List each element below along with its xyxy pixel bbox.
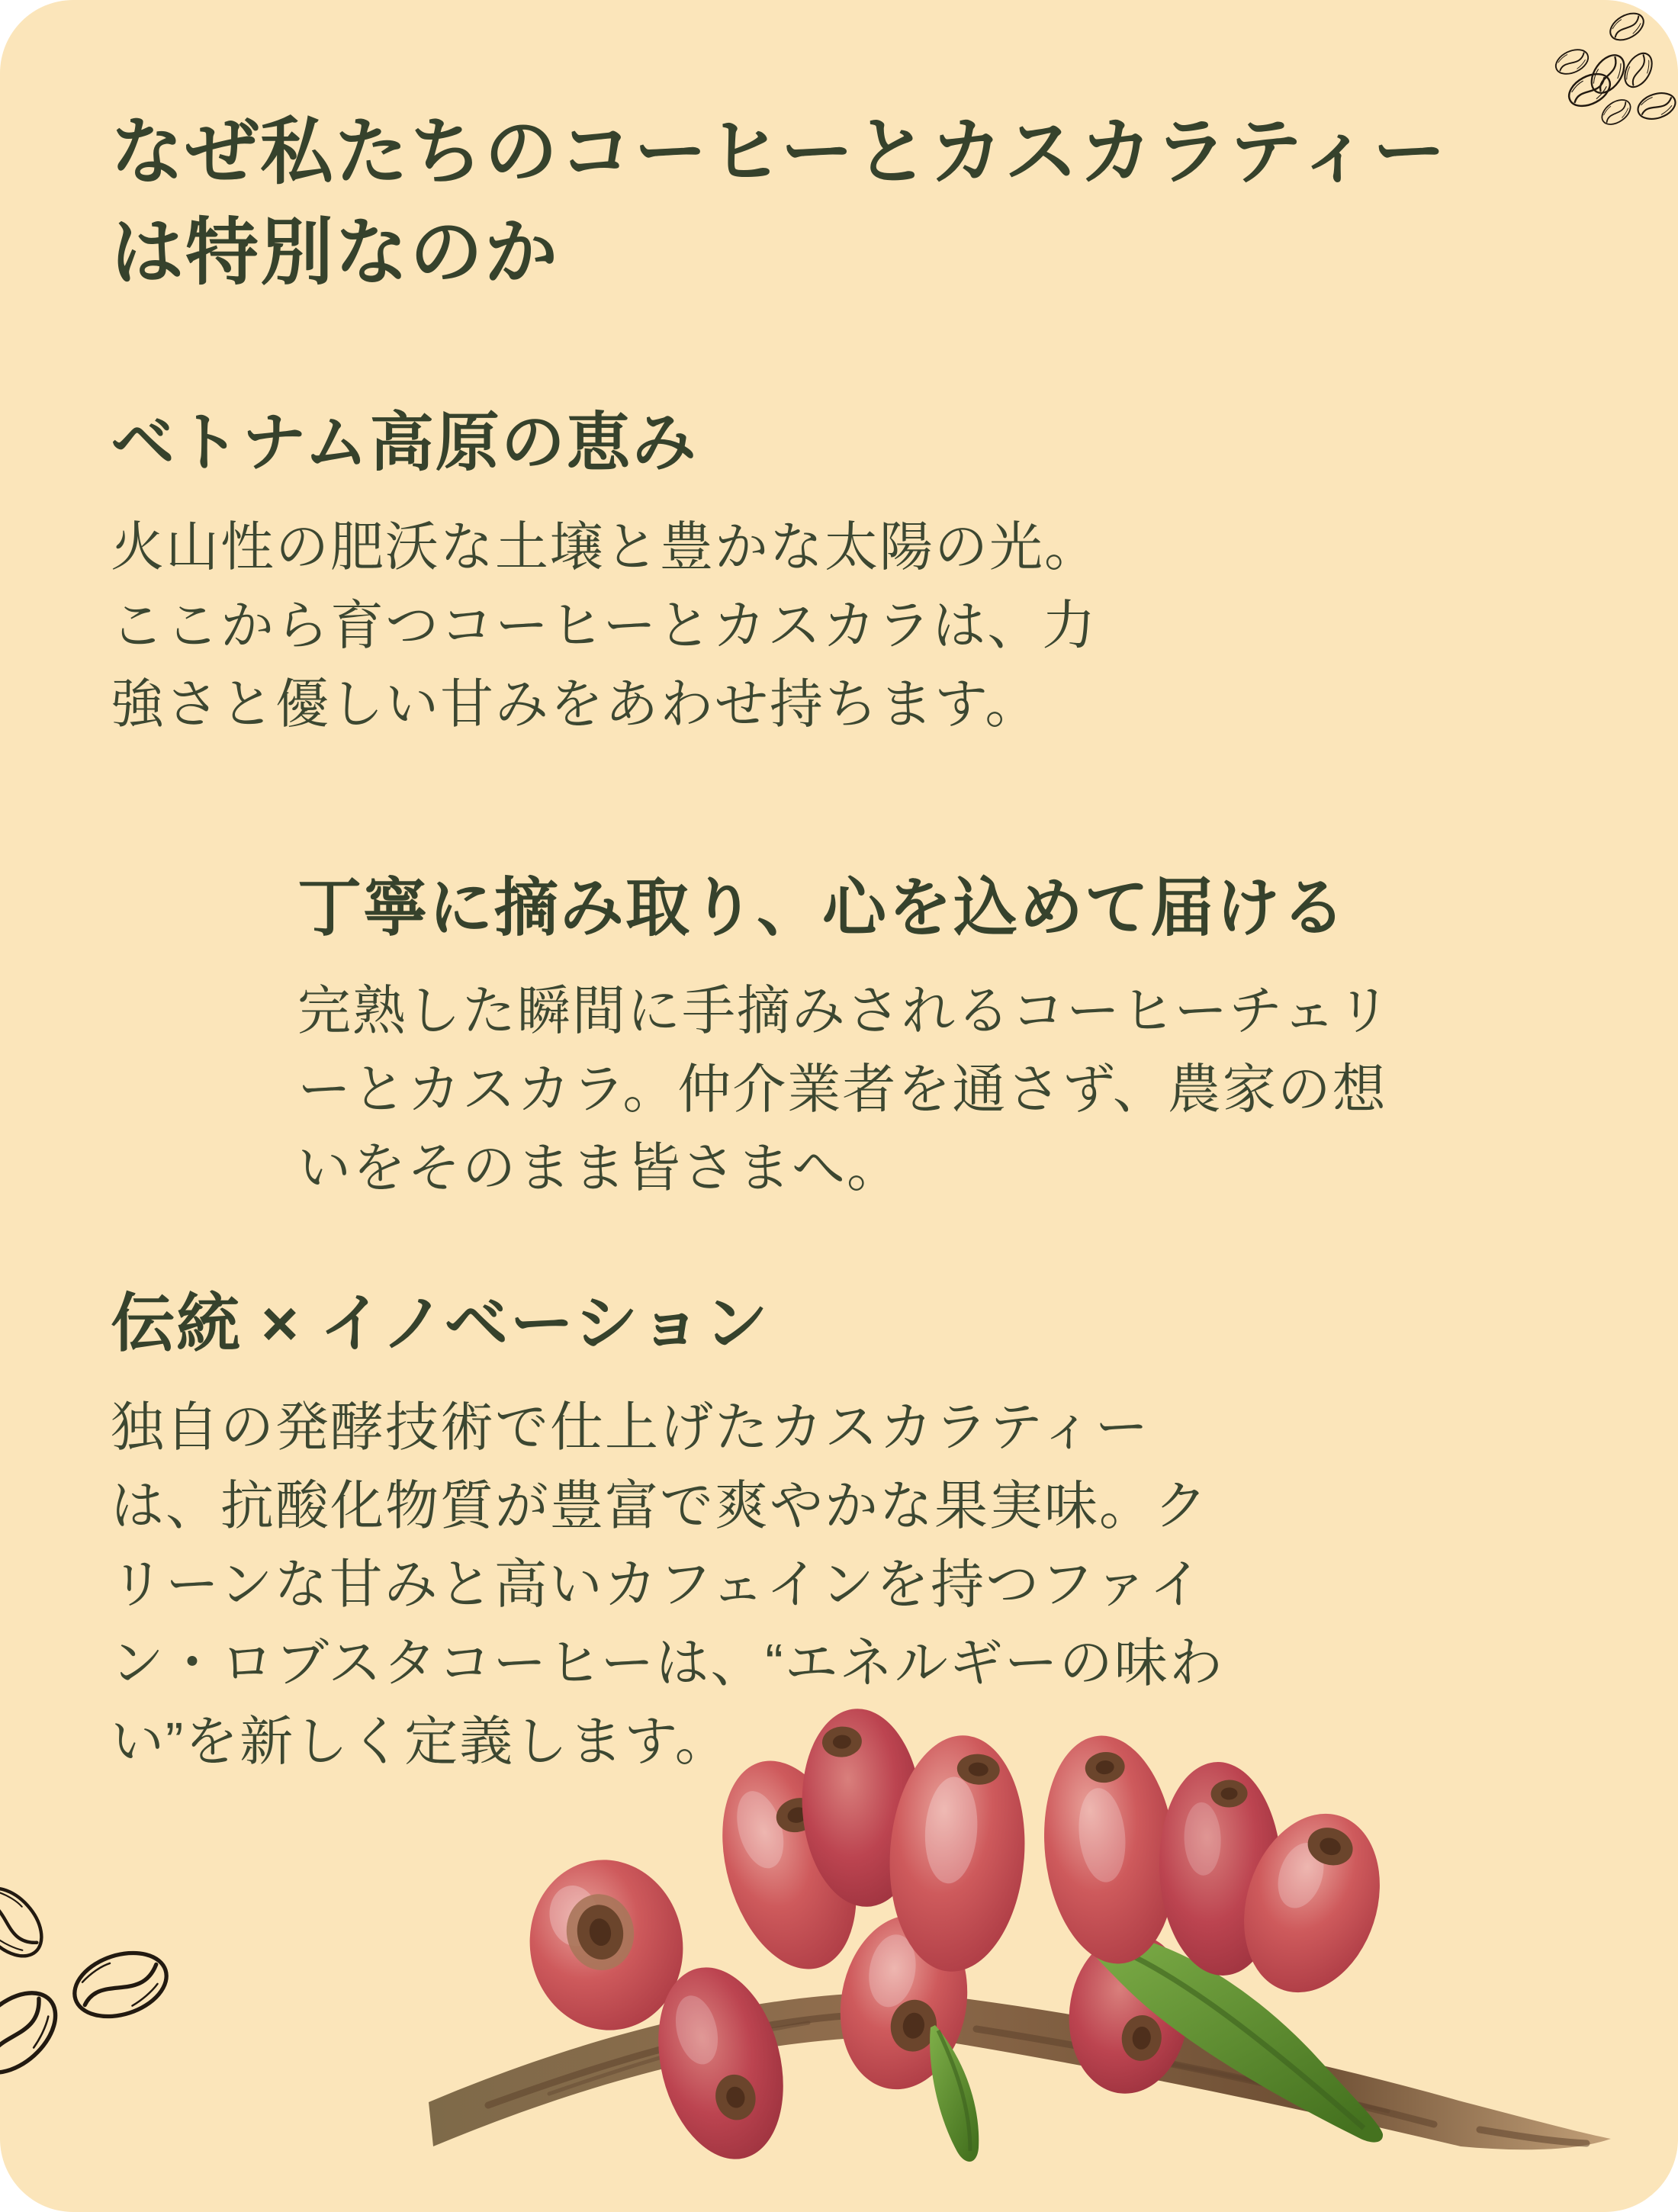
body-line: い”を新しく定義します。 (111, 1712, 730, 1771)
body-line: ーとカスカラ。仲介業者を通さず、農家の想 (297, 1059, 1387, 1119)
section-body-hand-picked (297, 972, 1392, 1207)
coffee-bean-icon (1552, 8, 1678, 129)
page-title-line: は特別なのか (111, 212, 559, 294)
section-heading-tradition-innovation: 伝統 × イノベーション (111, 1288, 770, 1359)
body-line: 強さと優しい甘みをあわせ持ちます。 (111, 674, 1040, 734)
page-title (111, 102, 1447, 304)
coffee-cherry-branch-icon (397, 1678, 1632, 2212)
page-title-line: なぜ私たちのコーヒーとカスカラティー (111, 111, 1448, 193)
section-body-vietnam-highlands (111, 508, 1099, 744)
body-line: ここから育つコーヒーとカスカラは、力 (111, 596, 1098, 655)
coffee-beans-sketch-icon (1480, 0, 1678, 168)
section-heading-vietnam-highlands: ベトナム高原の恵み (111, 407, 698, 478)
body-line: リーンな甘みと高いカフェインを持つファイ (111, 1555, 1204, 1614)
section-heading-hand-picked: 丁寧に摘み取り、心を込めて届ける (297, 872, 1348, 944)
body-line: 独自の発酵技術で仕上げたカスカラティー (111, 1397, 1150, 1457)
coffee-bean-icon (0, 1876, 175, 2088)
body-line: ン・ロブスタコーヒーは、“エネルギーの味わ (111, 1633, 1224, 1693)
coffee-beans-sketch-icon (0, 1876, 198, 2128)
body-line: は、抗酸化物質が豊富で爽やかな果実味。ク (111, 1476, 1209, 1535)
body-line: いをそのまま皆さまへ。 (297, 1138, 902, 1198)
body-line: 火山性の肥沃な土壌と豊かな太陽の光。 (111, 517, 1099, 577)
body-line: 完熟した瞬間に手摘みされるコーヒーチェリ (297, 981, 1393, 1040)
